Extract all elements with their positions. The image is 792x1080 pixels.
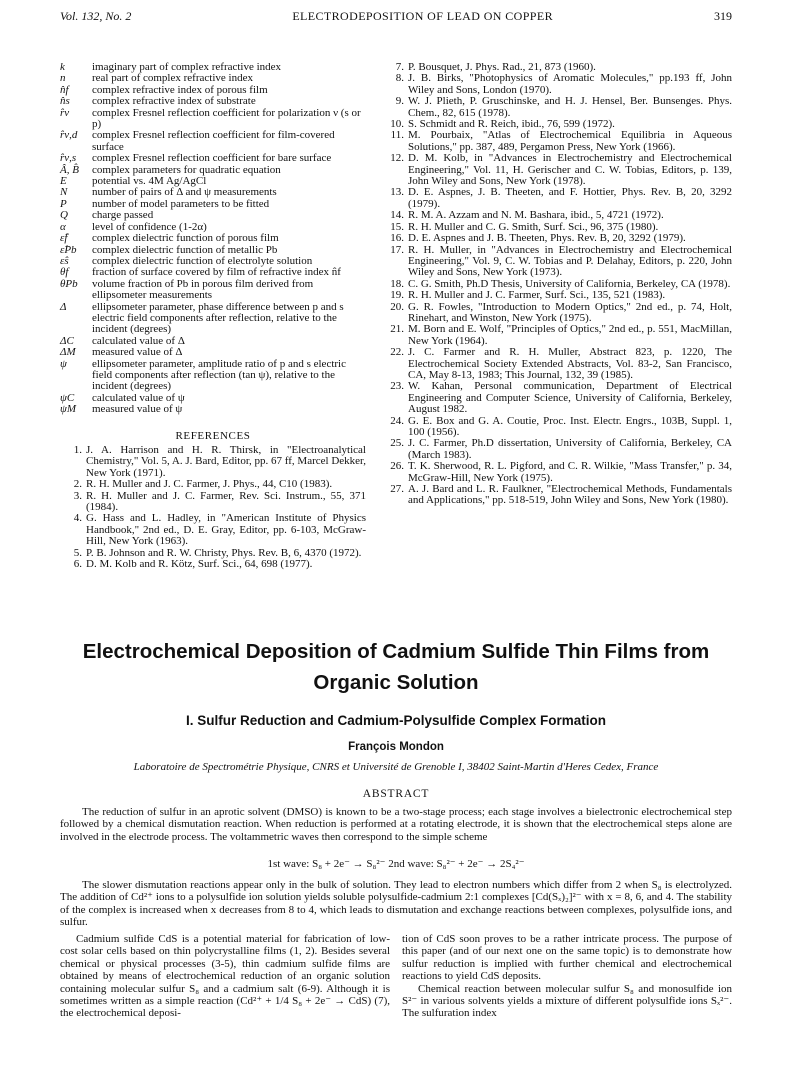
reference-text: R. H. Muller and J. C. Farmer, Surf. Sci., 135, 521 (1983). xyxy=(408,289,666,302)
reference-number: 3. xyxy=(73,489,82,502)
reference-text: D. E. Aspnes, J. B. Theeten, and F. Hottier, Phys. Rev. B, 20, 3292 (1979). xyxy=(408,186,732,210)
reference-number: 10. xyxy=(390,118,404,131)
reference-item xyxy=(60,445,366,479)
nomenclature-list xyxy=(60,62,366,416)
nomenclature-symbol: P xyxy=(60,197,67,210)
reference-number: 8. xyxy=(395,72,404,85)
nomenclature-symbol: θPb xyxy=(60,277,78,290)
references-list-left xyxy=(60,445,366,570)
body-paragraph: Cadmium sulfide CdS is a potential material for fabrication of low-cost solar cells based on thin polycrystalline films (1, 2). Besides several chemical or physical processes (3-5), thin cadmium sulfide films are obtained by means of electrochemical reduction of an organic solution containing molecular sulfur S₈ and a cadmium salt (6-9). Although it is sometimes written as a simple reaction (Cd²⁺ + 1/4 S₈ + 2e⁻ → CdS) (7), the electrochemical deposi- xyxy=(60,933,390,1020)
nomenclature-item xyxy=(60,359,366,393)
reference-text: J. B. Birks, "Photophysics of Aromatic Molecules," pp.193 ff, John Wiley and Sons, London (1970). xyxy=(408,72,732,96)
article-title: Electrochemical Deposition of Cadmium Sulfide Thin Films from Organic Solution xyxy=(82,640,710,694)
nomenclature-symbol: α xyxy=(60,220,66,233)
nomenclature-symbol: r̂ν,s xyxy=(60,152,77,165)
reference-text: P. B. Johnson and R. W. Christy, Phys. Rev. B, 6, 4370 (1972). xyxy=(86,546,362,559)
nomenclature-item xyxy=(60,153,366,164)
nomenclature-definition: complex dielectric function of porous film xyxy=(92,232,279,245)
nomenclature-item xyxy=(60,279,366,302)
reference-text: R. H. Muller, in "Advances in Electrochemistry and Electrochemical Engineering," Vol. 9, C. W. Tobias and P. Delahay, Editors, p. 220, John Wiley and Sons, New York (1973). xyxy=(408,243,732,279)
reference-number: 4. xyxy=(73,512,82,525)
reference-item xyxy=(382,153,732,187)
reference-text: C. G. Smith, Ph.D Thesis, University of California, Berkeley, CA (1978). xyxy=(408,277,731,290)
reference-item xyxy=(382,73,732,96)
article-subtitle: I. Sulfur Reduction and Cadmium-Polysulfide Complex Formation xyxy=(185,713,607,728)
nomenclature-symbol: Δ xyxy=(60,300,67,313)
nomenclature-definition: complex Fresnel reflection coefficient for polarization ν (s or p) xyxy=(92,106,361,131)
reference-number: 17. xyxy=(390,243,404,256)
reference-number: 23. xyxy=(390,380,404,393)
reference-item xyxy=(382,290,732,301)
reference-item xyxy=(382,461,732,484)
author-name: François Mondon xyxy=(348,741,444,753)
reference-text: S. Schmidt and R. Reich, ibid., 76, 599 (1972). xyxy=(408,118,615,131)
body-paragraph: Chemical reaction between molecular sulfur S₈ and monosulfide ion S²⁻ in various solvents yields a mixture of different polysulfide ions Sₓ²⁻. The sulfuration index xyxy=(402,982,732,1020)
author-affiliation: Laboratoire de Spectrométrie Physique, CNRS et Université de Grenoble I, 38402 Saint-Martin d'Heres Cedex, France xyxy=(133,761,659,773)
nomenclature-definition: measured value of ψ xyxy=(92,403,183,416)
nomenclature-definition: imaginary part of complex refractive index xyxy=(92,61,282,73)
reference-number: 21. xyxy=(390,323,404,336)
body-column-right xyxy=(402,933,732,1020)
nomenclature-definition: complex Fresnel reflection coefficient for film-covered surface xyxy=(92,129,335,153)
nomenclature-definition: charge passed xyxy=(92,209,154,222)
abstract-paragraph-2: The slower dismutation reactions appear only in the bulk of solution. They lead to electron numbers which differ from 2 when S₈ is electrolyzed. The addition of Cd²⁺ ions to a polysulfide ion solution yields soluble polysulfide-cadmium 2:1 complexes [Cd(Sₓ)₂]²⁻ with x = 8, 6, and 4. The stability of the complex is increased when x decreases from 8 to 4, which leads to dismutation and exchange reactions between complexes, polysulfide ions, and sulfur. xyxy=(60,879,732,929)
reference-number: 15. xyxy=(390,220,404,233)
reference-item xyxy=(60,479,366,490)
reference-item xyxy=(382,96,732,119)
reference-number: 25. xyxy=(390,437,404,450)
nomenclature-item xyxy=(60,347,366,358)
reference-number: 24. xyxy=(390,414,404,427)
nomenclature-symbol: n xyxy=(60,72,66,85)
nomenclature-definition: number of model parameters to be fitted xyxy=(92,197,270,210)
reference-text: R. H. Muller and J. C. Farmer, J. Phys., 44, C10 (1983). xyxy=(86,478,333,491)
reference-number: 6. xyxy=(73,558,82,571)
nomenclature-symbol: r̂ν,d xyxy=(60,129,78,142)
reference-item xyxy=(60,559,366,570)
nomenclature-definition: complex Fresnel reflection coefficient for bare surface xyxy=(92,152,332,165)
nomenclature-symbol: Â, B̂ xyxy=(60,163,79,176)
reference-number: 9. xyxy=(395,95,404,108)
reference-item xyxy=(60,513,366,547)
nomenclature-symbol: ψC xyxy=(60,391,75,404)
reference-item xyxy=(382,324,732,347)
reference-number: 16. xyxy=(390,232,404,245)
reaction-scheme: 1st wave: S₈ + 2e⁻ → S₈²⁻ 2nd wave: S₈²⁻ + 2e⁻ → 2S₄²⁻ xyxy=(267,858,525,870)
body-column-left xyxy=(60,933,390,1020)
reference-text: J. C. Farmer, Ph.D dissertation, University of California, Berkeley, CA (March 1983). xyxy=(408,437,732,461)
nomenclature-item xyxy=(60,404,366,415)
nomenclature-definition: level of confidence (1-2α) xyxy=(92,220,207,233)
nomenclature-item xyxy=(60,210,366,221)
reference-number: 22. xyxy=(390,346,404,359)
reference-text: P. Bousquet, J. Phys. Rad., 21, 873 (1960). xyxy=(408,61,596,73)
nomenclature-symbol: E xyxy=(60,175,67,188)
nomenclature-definition: calculated value of ψ xyxy=(92,391,185,404)
nomenclature-symbol: ΔC xyxy=(60,334,74,347)
reference-item xyxy=(382,245,732,279)
nomenclature-symbol: ψM xyxy=(60,403,76,416)
body-paragraph: tion of CdS soon proves to be a rather intricate process. The purpose of this paper (and of our next one on the same topic) is to demonstrate how sulfur reduction is implied with further chemical and electrochemical reactions to yield CdS deposits. xyxy=(402,933,732,983)
reference-item xyxy=(382,302,732,325)
reference-number: 2. xyxy=(73,478,82,491)
reference-text: W. J. Plieth, P. Gruschinske, and H. J. Hensel, Ber. Bunsenges. Phys. Chem., 82, 615 (1978). xyxy=(408,95,732,119)
running-title: ELECTRODEPOSITION OF LEAD ON COPPER xyxy=(292,8,554,23)
reference-number: 27. xyxy=(390,483,404,496)
reference-item xyxy=(382,347,732,381)
reference-text: J. A. Harrison and H. R. Thirsk, in "Electroanalytical Chemistry," Vol. 5, A. J. Bard, Editor, pp. 67 ff, Marcel Dekker, New York (1971). xyxy=(86,444,367,479)
nomenclature-definition: potential vs. 4M Ag/AgCl xyxy=(92,175,207,188)
left-column xyxy=(60,62,366,570)
reference-text: D. M. Kolb and R. Kötz, Surf. Sci., 64, 698 (1977). xyxy=(86,558,313,571)
reference-text: M. Pourbaix, "Atlas of Electrochemical Equilibria in Aqueous Solutions," pp. 387, 489, Pergamon Press, New York (1966). xyxy=(408,129,732,153)
reference-text: D. M. Kolb, in "Advances in Electrochemistry and Electrochemical Engineering," Vol. 11, H. Gerischer and C. W. Tobias, Editors, p. 139, John Wiley and Sons, New York (1978). xyxy=(408,152,732,188)
reference-text: R. M. A. Azzam and N. M. Bashara, ibid., 5, 4721 (1972). xyxy=(408,209,664,222)
reference-number: 14. xyxy=(390,209,404,222)
reference-text: W. Kahan, Personal communication, Department of Electrical Engineering and Computer Science, University of California, Berkeley, August 1982. xyxy=(408,380,732,416)
reference-number: 5. xyxy=(73,546,82,559)
nomenclature-definition: fraction of surface covered by film of refractive index n̂f xyxy=(92,266,341,279)
reference-number: 20. xyxy=(390,300,404,313)
reference-number: 1. xyxy=(73,444,82,456)
nomenclature-definition: number of pairs of Δ and ψ measurements xyxy=(92,186,277,199)
right-column xyxy=(382,62,732,507)
reference-item xyxy=(60,491,366,514)
nomenclature-item xyxy=(60,96,366,107)
abstract-heading: ABSTRACT xyxy=(362,788,430,800)
reference-item xyxy=(382,416,732,439)
reference-text: D. E. Aspnes and J. B. Theeten, Phys. Rev. B, 20, 3292 (1979). xyxy=(408,232,686,245)
reference-item xyxy=(382,130,732,153)
reference-number: 19. xyxy=(390,289,404,302)
nomenclature-symbol: ψ xyxy=(60,357,67,370)
nomenclature-definition: calculated value of Δ xyxy=(92,334,185,347)
nomenclature-item xyxy=(60,108,366,131)
reference-text: T. K. Sherwood, R. L. Pigford, and C. R. Wilkie, "Mass Transfer," p. 34, McGraw-Hill, New York (1975). xyxy=(408,460,732,484)
nomenclature-symbol: n̂s xyxy=(60,95,70,108)
reference-number: 26. xyxy=(390,460,404,473)
reference-text: G. Hass and L. Hadley, in "American Institute of Physics Handbook," 2nd ed., D. E. Gray, Editor, pp. 6-103, McGraw-Hill, New York (1963). xyxy=(86,512,366,548)
page-number: 319 xyxy=(714,8,732,23)
nomenclature-definition: complex refractive index of porous film xyxy=(92,83,268,96)
reference-item xyxy=(382,484,732,507)
nomenclature-symbol: θf xyxy=(60,266,69,279)
running-head xyxy=(60,8,732,24)
nomenclature-symbol: n̂f xyxy=(60,83,69,96)
nomenclature-item xyxy=(60,233,366,244)
references-list-right xyxy=(382,62,732,507)
nomenclature-definition: complex dielectric function of electrolyte solution xyxy=(92,254,313,267)
nomenclature-symbol: r̂ν xyxy=(60,106,70,119)
volume-issue: Vol. 132, No. 2 xyxy=(60,8,132,23)
nomenclature-definition: measured value of Δ xyxy=(92,346,183,359)
nomenclature-symbol: k xyxy=(60,61,65,73)
reference-text: A. J. Bard and L. R. Faulkner, "Electrochemical Methods, Fundamentals and Applications," pp. 518-519, John Wiley and Sons, New York (1980). xyxy=(408,483,732,507)
reference-item xyxy=(382,438,732,461)
nomenclature-definition: ellipsometer parameter, phase difference between p and s electric field components after reflection, relative to the incident (degrees) xyxy=(92,300,344,336)
nomenclature-item xyxy=(60,267,366,278)
reference-number: 11. xyxy=(390,129,404,142)
nomenclature-symbol: ε̂f xyxy=(60,232,68,245)
nomenclature-item xyxy=(60,302,366,336)
reference-item xyxy=(382,210,732,221)
nomenclature-definition: complex dielectric function of metallic Pb xyxy=(92,243,278,256)
reference-number: 7. xyxy=(395,61,404,73)
reference-text: G. E. Box and G. A. Coutie, Proc. Inst. Electr. Engrs., 103B, Suppl. 1, 100 (1956). xyxy=(408,414,732,438)
nomenclature-symbol: ε̂s xyxy=(60,254,69,267)
nomenclature-definition: ellipsometer parameter, amplitude ratio of p and s electric field components after reflection (tan ψ), relative to the incident (degrees) xyxy=(92,357,346,393)
reference-text: R. H. Muller and J. C. Farmer, Rev. Sci. Instrum., 55, 371 (1984). xyxy=(86,489,366,514)
nomenclature-symbol: ε̂Pb xyxy=(60,243,77,256)
reference-item xyxy=(382,187,732,210)
abstract-paragraph-1: The reduction of sulfur in an aprotic solvent (DMSO) is known to be a two-stage process; each stage involves a bielectronic electrochemical step followed by a chemical dismutation reaction. When reduction is performed at a rotating electrode, it is shown that the electrochemical steps alone are involved in the electrode process. The voltammetric waves then correspond to the simple scheme xyxy=(60,806,732,843)
reference-text: G. R. Fowles, "Introduction to Modern Optics," 2nd ed., p. 74, Holt, Rinehart, and Winston, New York (1975). xyxy=(408,300,732,324)
reference-item xyxy=(382,381,732,415)
nomenclature-symbol: ΔM xyxy=(60,346,76,359)
reference-text: M. Born and E. Wolf, "Principles of Optics," 2nd ed., p. 551, MacMillan, New York (1964). xyxy=(408,323,732,347)
nomenclature-item xyxy=(60,130,366,153)
nomenclature-symbol: N xyxy=(60,186,68,199)
reference-text: R. H. Muller and C. G. Smith, Surf. Sci., 96, 375 (1980). xyxy=(408,220,659,233)
reference-number: 13. xyxy=(390,186,404,199)
nomenclature-definition: complex refractive index of substrate xyxy=(92,95,256,108)
reference-number: 12. xyxy=(390,152,404,165)
reference-item xyxy=(382,233,732,244)
nomenclature-definition: complex parameters for quadratic equation xyxy=(92,163,281,176)
nomenclature-definition: volume fraction of Pb in porous film derived from ellipsometer measurements xyxy=(92,277,314,302)
reference-number: 18. xyxy=(390,277,404,290)
nomenclature-definition: real part of complex refractive index xyxy=(92,72,253,85)
nomenclature-symbol: Q xyxy=(60,209,68,222)
references-heading: REFERENCES xyxy=(175,429,251,442)
reference-text: J. C. Farmer and R. H. Muller, Abstract 823, p. 1220, The Electrochemical Society Extended Abstracts, Vol. 83-2, San Francisco, CA, May 8-13, 1983; This Journal, 132, 39 (1985). xyxy=(408,346,732,381)
